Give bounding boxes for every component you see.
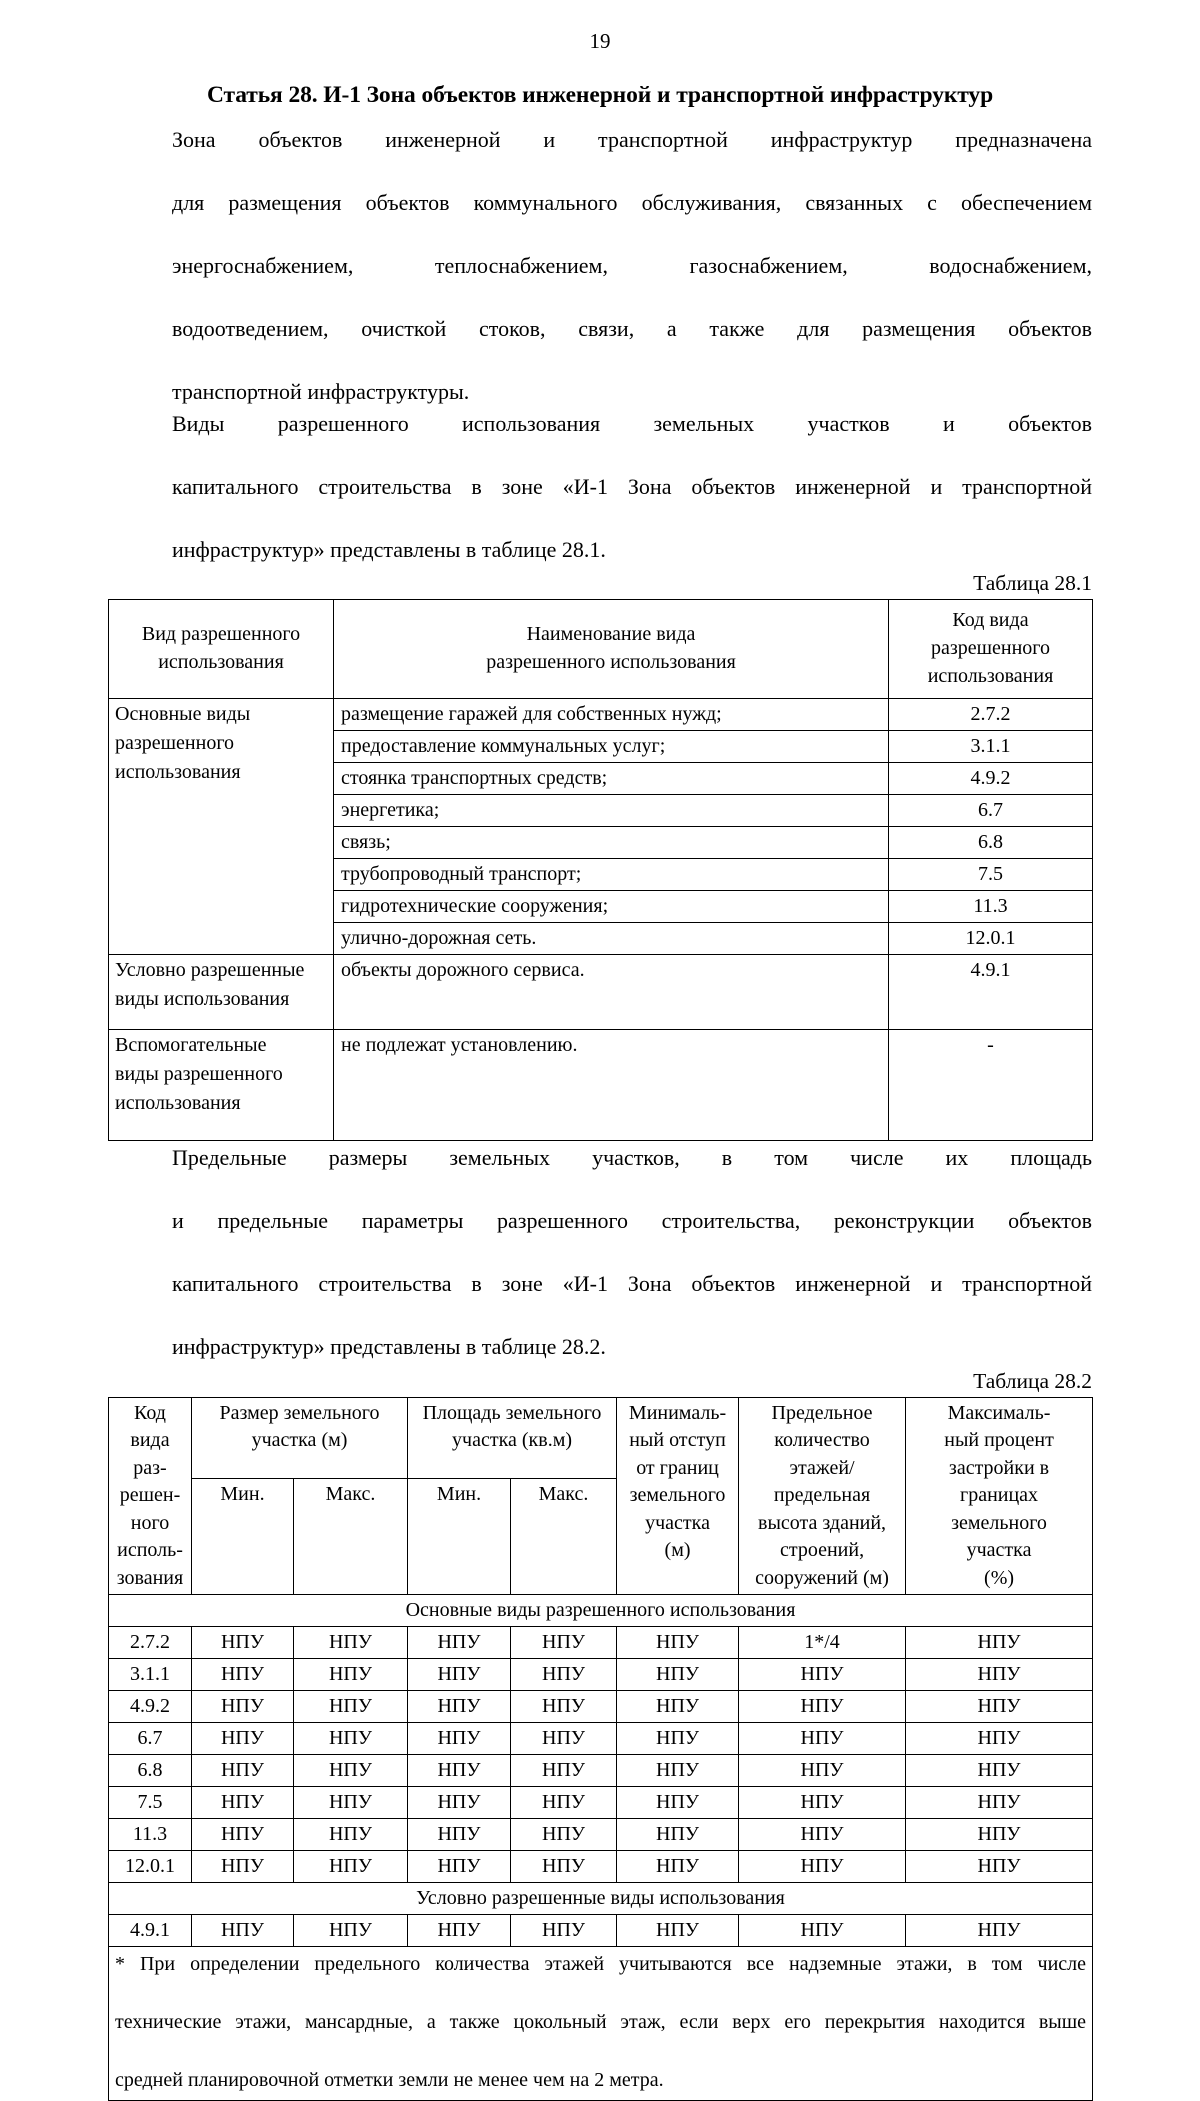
header-line: решен- xyxy=(120,1484,181,1506)
header-line: разрешенного xyxy=(931,637,1050,659)
header-line: (м) xyxy=(665,1539,691,1561)
cell-floors: НПУ xyxy=(739,1691,906,1723)
table1-use-name: объекты дорожного сервиса. xyxy=(334,955,889,1030)
header-line: застройки в xyxy=(949,1457,1049,1479)
table2-col-floors xyxy=(739,1397,906,1595)
cell-size-min: НПУ xyxy=(192,1627,294,1659)
header-line: участка xyxy=(967,1539,1032,1561)
cell-floors: НПУ xyxy=(739,1659,906,1691)
cell-area-max: НПУ xyxy=(511,1787,617,1819)
table-row xyxy=(109,1691,1093,1723)
table1-col-type xyxy=(109,600,334,699)
table1-use-name: энергетика; xyxy=(334,795,889,827)
header-line: предельная xyxy=(774,1484,870,1506)
table2-col-plot-area xyxy=(408,1397,617,1478)
cell-area-min: НПУ xyxy=(408,1819,511,1851)
cell-setback: НПУ xyxy=(617,1691,739,1723)
table2-col-setback xyxy=(617,1397,739,1595)
table2-section-row xyxy=(109,1883,1093,1915)
header-line: зования xyxy=(117,1567,183,1589)
table-row xyxy=(109,1627,1093,1659)
cell-size-min: НПУ xyxy=(192,1787,294,1819)
cell-size-max: НПУ xyxy=(294,1819,408,1851)
header-line: Код xyxy=(134,1402,166,1424)
cell-code: 6.8 xyxy=(109,1755,192,1787)
cell-setback: НПУ xyxy=(617,1723,739,1755)
group-line: виды использования xyxy=(115,988,289,1010)
table1-group-label xyxy=(109,955,334,1030)
cell-code: 4.9.2 xyxy=(109,1691,192,1723)
header-line: количество xyxy=(774,1429,869,1451)
cell-area-min: НПУ xyxy=(408,1691,511,1723)
cell-area-max: НПУ xyxy=(511,1851,617,1883)
cell-code: 2.7.2 xyxy=(109,1627,192,1659)
page-title: Статья 28. И-1 Зона объектов инженерной и транспортной инфраструктур xyxy=(108,80,1092,110)
table2-footnote-row xyxy=(109,1947,1093,2101)
header-line: использования xyxy=(158,651,284,673)
table-row xyxy=(109,955,1093,1030)
cell-code: 12.0.1 xyxy=(109,1851,192,1883)
cell-area-max: НПУ xyxy=(511,1755,617,1787)
cell-floors: 1*/4 xyxy=(739,1627,906,1659)
cell-size-max: НПУ xyxy=(294,1851,408,1883)
header-line: Вид разрешенного xyxy=(142,623,300,645)
table1-use-code: 3.1.1 xyxy=(889,731,1093,763)
table-header-row xyxy=(109,600,1093,699)
table-row xyxy=(109,699,1093,731)
cell-coverage: НПУ xyxy=(906,1787,1093,1819)
table-row xyxy=(109,1787,1093,1819)
cell-size-max: НПУ xyxy=(294,1627,408,1659)
table2-section-row xyxy=(109,1595,1093,1627)
cell-coverage: НПУ xyxy=(906,1851,1093,1883)
table2-col-code xyxy=(109,1397,192,1595)
cell-setback: НПУ xyxy=(617,1819,739,1851)
header-line: строений, xyxy=(780,1539,864,1561)
header-line: разрешенного использования xyxy=(486,651,736,673)
table1-group-label xyxy=(109,699,334,955)
group-line: Основные виды xyxy=(115,703,250,725)
footnote-line: * При определении предельного количества этажей учитываются все надземные этажи, в том числе xyxy=(115,1950,1086,2008)
cell-size-max: НПУ xyxy=(294,1723,408,1755)
header-line: границах xyxy=(960,1484,1038,1506)
cell-coverage: НПУ xyxy=(906,1755,1093,1787)
header-line: этажей/ xyxy=(789,1457,854,1479)
cell-coverage: НПУ xyxy=(906,1723,1093,1755)
table1-use-code: 4.9.1 xyxy=(889,955,1093,1030)
header-line: Площадь земельного xyxy=(423,1402,602,1424)
cell-size-min: НПУ xyxy=(192,1755,294,1787)
cell-size-min: НПУ xyxy=(192,1691,294,1723)
header-line: участка xyxy=(645,1512,710,1534)
header-line: Размер земельного xyxy=(220,1402,380,1424)
header-line: вида xyxy=(130,1429,169,1451)
cell-code: 4.9.1 xyxy=(109,1915,192,1947)
header-line: высота зданий, xyxy=(758,1512,886,1534)
cell-code: 11.3 xyxy=(109,1819,192,1851)
cell-area-max: НПУ xyxy=(511,1723,617,1755)
page-number: 19 xyxy=(108,28,1092,54)
group-line: разрешенного xyxy=(115,732,234,754)
table-row xyxy=(109,1659,1093,1691)
cell-coverage: НПУ xyxy=(906,1819,1093,1851)
paragraph-line: водоотведением, очисткой стоков, связи, а также для размещения объектов xyxy=(108,313,1092,376)
table1-caption: Таблица 28.1 xyxy=(108,569,1092,597)
cell-setback: НПУ xyxy=(617,1755,739,1787)
table2-section-conditional: Условно разрешенные виды использования xyxy=(109,1883,1093,1915)
header-line: участка (м) xyxy=(252,1429,348,1451)
table2-col-coverage xyxy=(906,1397,1093,1595)
table1-use-name: связь; xyxy=(334,827,889,859)
cell-size-max: НПУ xyxy=(294,1659,408,1691)
cell-size-max: НПУ xyxy=(294,1691,408,1723)
cell-area-min: НПУ xyxy=(408,1723,511,1755)
table1-group-label xyxy=(109,1030,334,1141)
table1-use-code: - xyxy=(889,1030,1093,1141)
group-line: Условно разрешенные xyxy=(115,959,304,981)
table-row xyxy=(109,1030,1093,1141)
group-line: использования xyxy=(115,1092,241,1114)
table1-use-code: 6.7 xyxy=(889,795,1093,827)
paragraph-line: Зона объектов инженерной и транспортной инфраструктур предназначена xyxy=(108,124,1092,187)
header-line: исполь- xyxy=(117,1539,183,1561)
header-line: (%) xyxy=(984,1567,1014,1589)
cell-size-min: НПУ xyxy=(192,1723,294,1755)
table-row xyxy=(109,1819,1093,1851)
cell-area-min: НПУ xyxy=(408,1755,511,1787)
paragraph-line: капитального строительства в зоне «И-1 Зона объектов инженерной и транспортной xyxy=(108,471,1092,534)
paragraph-types-intro xyxy=(108,408,1092,566)
table-row xyxy=(109,1755,1093,1787)
cell-floors: НПУ xyxy=(739,1755,906,1787)
cell-code: 7.5 xyxy=(109,1787,192,1819)
footnote-line: технические этажи, мансардные, а также цокольный этаж, если верх его перекрытия находится выше xyxy=(115,2008,1086,2066)
cell-area-max: НПУ xyxy=(511,1627,617,1659)
table1-use-code: 7.5 xyxy=(889,859,1093,891)
table1-use-code: 6.8 xyxy=(889,827,1093,859)
group-line: Вспомогательные xyxy=(115,1034,267,1056)
cell-size-max: НПУ xyxy=(294,1915,408,1947)
cell-area-min: НПУ xyxy=(408,1787,511,1819)
table1-use-name: не подлежат установлению. xyxy=(334,1030,889,1141)
cell-setback: НПУ xyxy=(617,1627,739,1659)
table1-use-name: трубопроводный транспорт; xyxy=(334,859,889,891)
table-row xyxy=(109,1915,1093,1947)
cell-size-max: НПУ xyxy=(294,1787,408,1819)
table-header-row xyxy=(109,1397,1093,1478)
cell-area-max: НПУ xyxy=(511,1819,617,1851)
header-line: Предельное xyxy=(772,1402,873,1424)
paragraph-line: транспортной инфраструктуры. xyxy=(108,376,1092,408)
cell-size-min: НПУ xyxy=(192,1915,294,1947)
header-line: сооружений (м) xyxy=(755,1567,889,1589)
table2-col-size-max: Макс. xyxy=(294,1478,408,1595)
cell-code: 6.7 xyxy=(109,1723,192,1755)
cell-setback: НПУ xyxy=(617,1787,739,1819)
paragraph-line: инфраструктур» представлены в таблице 28.2. xyxy=(108,1331,1092,1363)
table2-col-plot-size xyxy=(192,1397,408,1478)
header-line: земельного xyxy=(630,1484,726,1506)
cell-area-max: НПУ xyxy=(511,1691,617,1723)
table1-use-code: 4.9.2 xyxy=(889,763,1093,795)
header-line: Наименование вида xyxy=(527,623,696,645)
header-line: Минималь- xyxy=(629,1402,726,1424)
header-line: ного xyxy=(131,1512,169,1534)
table2-section-main: Основные виды разрешенного использования xyxy=(109,1595,1093,1627)
table-row xyxy=(109,1851,1093,1883)
header-line: раз- xyxy=(133,1457,166,1479)
table-row xyxy=(109,1723,1093,1755)
cell-area-max: НПУ xyxy=(511,1659,617,1691)
cell-size-min: НПУ xyxy=(192,1819,294,1851)
paragraph-line: капитального строительства в зоне «И-1 Зона объектов инженерной и транспортной xyxy=(108,1268,1092,1331)
table1-use-code: 12.0.1 xyxy=(889,923,1093,955)
table-limit-parameters xyxy=(108,1397,1093,2101)
cell-size-min: НПУ xyxy=(192,1659,294,1691)
cell-area-min: НПУ xyxy=(408,1915,511,1947)
cell-setback: НПУ xyxy=(617,1659,739,1691)
table2-col-area-max: Макс. xyxy=(511,1478,617,1595)
cell-area-max: НПУ xyxy=(511,1915,617,1947)
paragraph-line: Виды разрешенного использования земельных участков и объектов xyxy=(108,408,1092,471)
cell-coverage: НПУ xyxy=(906,1659,1093,1691)
table1-use-name: размещение гаражей для собственных нужд; xyxy=(334,699,889,731)
header-line: использования xyxy=(928,665,1054,687)
table1-use-name: стоянка транспортных средств; xyxy=(334,763,889,795)
header-line: участка (кв.м) xyxy=(452,1429,572,1451)
cell-area-min: НПУ xyxy=(408,1851,511,1883)
cell-coverage: НПУ xyxy=(906,1627,1093,1659)
header-line: Максималь- xyxy=(948,1402,1051,1424)
cell-coverage: НПУ xyxy=(906,1915,1093,1947)
cell-setback: НПУ xyxy=(617,1915,739,1947)
cell-setback: НПУ xyxy=(617,1851,739,1883)
table2-col-area-min: Мин. xyxy=(408,1478,511,1595)
table-permitted-uses xyxy=(108,599,1093,1141)
cell-floors: НПУ xyxy=(739,1723,906,1755)
group-line: виды разрешенного xyxy=(115,1063,283,1085)
table1-use-code: 2.7.2 xyxy=(889,699,1093,731)
table1-use-name: гидротехнические сооружения; xyxy=(334,891,889,923)
cell-size-min: НПУ xyxy=(192,1851,294,1883)
header-line: ный процент xyxy=(944,1429,1054,1451)
cell-coverage: НПУ xyxy=(906,1691,1093,1723)
cell-size-max: НПУ xyxy=(294,1755,408,1787)
table1-use-code: 11.3 xyxy=(889,891,1093,923)
cell-floors: НПУ xyxy=(739,1915,906,1947)
table2-caption: Таблица 28.2 xyxy=(108,1367,1092,1395)
footnote-line: средней планировочной отметки земли не менее чем на 2 метра. xyxy=(115,2066,1086,2095)
paragraph-line: и предельные параметры разрешенного строительства, реконструкции объектов xyxy=(108,1205,1092,1268)
paragraph-intro xyxy=(108,124,1092,408)
header-line: ный отступ xyxy=(629,1429,726,1451)
cell-code: 3.1.1 xyxy=(109,1659,192,1691)
header-line: Код вида xyxy=(952,609,1028,631)
paragraph-line: для размещения объектов коммунального обслуживания, связанных с обеспечением xyxy=(108,187,1092,250)
cell-floors: НПУ xyxy=(739,1851,906,1883)
paragraph-limits-intro xyxy=(108,1142,1092,1363)
cell-area-min: НПУ xyxy=(408,1659,511,1691)
table1-use-name: предоставление коммунальных услуг; xyxy=(334,731,889,763)
table2-col-size-min: Мин. xyxy=(192,1478,294,1595)
table2-footnote xyxy=(109,1947,1093,2101)
paragraph-line: инфраструктур» представлены в таблице 28.1. xyxy=(108,534,1092,566)
table1-col-code xyxy=(889,600,1093,699)
table1-use-name: улично-дорожная сеть. xyxy=(334,923,889,955)
cell-area-min: НПУ xyxy=(408,1627,511,1659)
cell-floors: НПУ xyxy=(739,1819,906,1851)
paragraph-line: энергоснабжением, теплоснабжением, газоснабжением, водоснабжением, xyxy=(108,250,1092,313)
header-line: от границ xyxy=(636,1457,719,1479)
group-line: использования xyxy=(115,761,241,783)
cell-floors: НПУ xyxy=(739,1787,906,1819)
table1-col-name xyxy=(334,600,889,699)
paragraph-line: Предельные размеры земельных участков, в том числе их площадь xyxy=(108,1142,1092,1205)
header-line: земельного xyxy=(951,1512,1047,1534)
